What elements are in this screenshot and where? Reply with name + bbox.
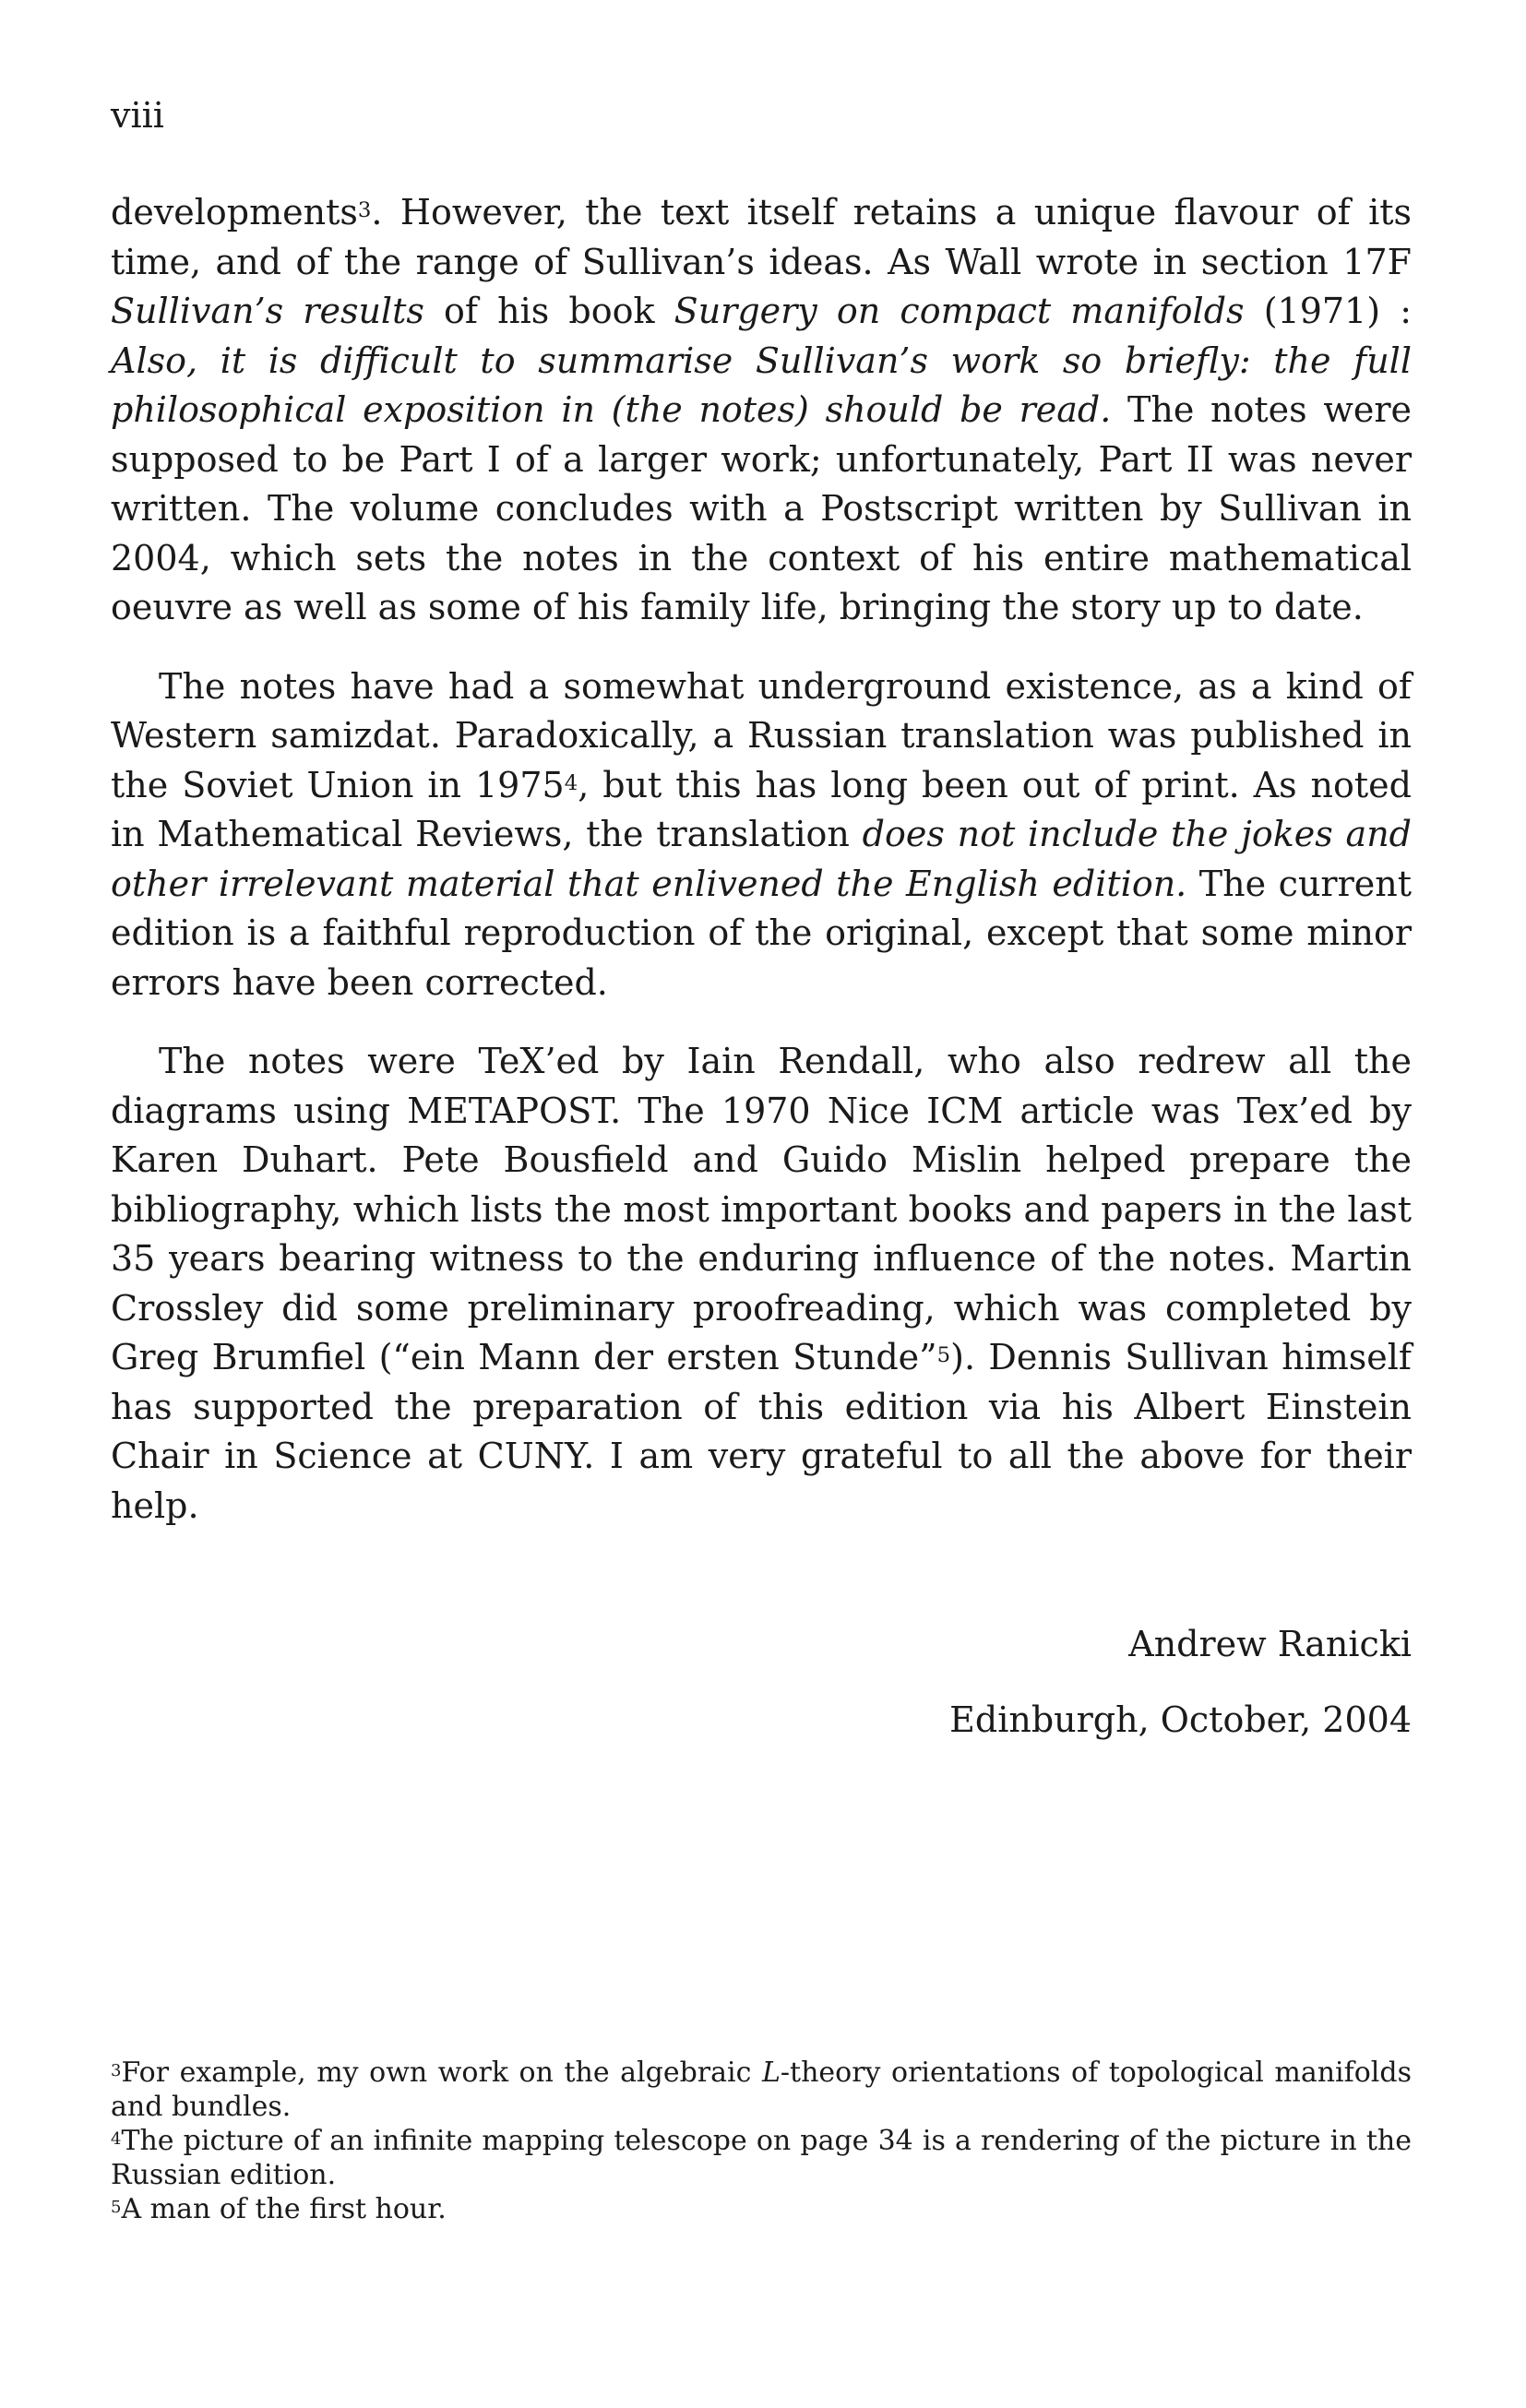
document-page (111, 0, 1412, 2408)
italic-text: does not include the jokes and other irrelevant material that enlivened the English edition. (111, 814, 1412, 904)
text-run: , but this has long been out of print. As noted in Mathematical Reviews, the translation (111, 764, 1412, 854)
text-run: A man of the first hour. (121, 2193, 447, 2225)
italic-text: Also, it is difficult to summarise Sullivan’s work so briefly: the full philosophical exposition in (the notes) should be read. (111, 340, 1412, 430)
text-run: ). Dennis Sullivan himself has supported the preparation of this edition via his Albert Einstein Chair in Science at CUNY. I am very grateful to all the above for their help. (111, 1337, 1412, 1526)
italic-text: Surgery on compact manifolds (674, 291, 1245, 331)
footnote (111, 2124, 1412, 2192)
text-run: . However, the text itself retains a unique flavour of its time, and of the range of Sullivan’s ideas. As Wall wrote in section 17F (111, 192, 1412, 282)
signature-name: Andrew Ranicki (1128, 1624, 1412, 1664)
text-run: -theory orientations of topological manifolds and bundles. (111, 2056, 1412, 2123)
footnote-marker: 3 (357, 198, 372, 223)
paragraph (111, 1037, 1412, 1531)
footnote-marker: 4 (564, 770, 578, 795)
text-run: The picture of an infinite mapping telescope on page 34 is a rendering of the picture in the Russian edition. (111, 2125, 1412, 2191)
text-run: The notes were supposed to be Part I of a larger work; unfortunately, Part II was never written. The volume concludes with a Postscript written by Sullivan in 2004, which sets the notes in the context of his entire mathematical oeuvre as well as some of his family life, bringing the story up to date. (111, 389, 1412, 627)
text-run: For example, my own work on the algebraic (121, 2056, 762, 2089)
paragraph (111, 188, 1412, 633)
italic-text: L (761, 2056, 781, 2089)
footnote (111, 2056, 1412, 2124)
signature-place-date: Edinburgh, October, 2004 (949, 1699, 1412, 1740)
italic-text: Sullivan’s results (111, 291, 424, 331)
text-run: The current edition is a faithful reproduction of the original, except that some minor errors have been corrected. (111, 863, 1412, 1003)
footnote-marker: 5 (936, 1343, 951, 1368)
footnote-number: 4 (111, 2129, 122, 2149)
text-run: of his book (423, 291, 674, 331)
footnote-number: 3 (111, 2061, 122, 2080)
text-run: The notes have had a somewhat underground existence, as a kind of Western samizdat. Paradoxically, a Russian translation was published in the Soviet Union in 1975 (111, 665, 1412, 805)
footnote (111, 2192, 1412, 2226)
page-number: viii (111, 95, 164, 136)
paragraph (111, 662, 1412, 1008)
text-run: developments (111, 192, 358, 232)
footnotes (111, 2056, 1412, 2226)
text-run: The notes were TeX’ed by Iain Rendall, who also redrew all the diagrams using METAPOST. The 1970 Nice ICM article was Tex’ed by Karen Duhart. Pete Bousfield and Guido Mislin helped prepare the bibliography, which lists the most important books and papers in the last 35 years bearing witness to the enduring influence of the notes. Martin Crossley did some preliminary proofreading, which was completed by Greg Brumfiel (“ein Mann der ersten Stunde” (111, 1041, 1412, 1377)
footnote-number: 5 (111, 2198, 122, 2217)
text-run: (1971) : (1244, 291, 1413, 331)
body-text (111, 188, 1412, 1531)
